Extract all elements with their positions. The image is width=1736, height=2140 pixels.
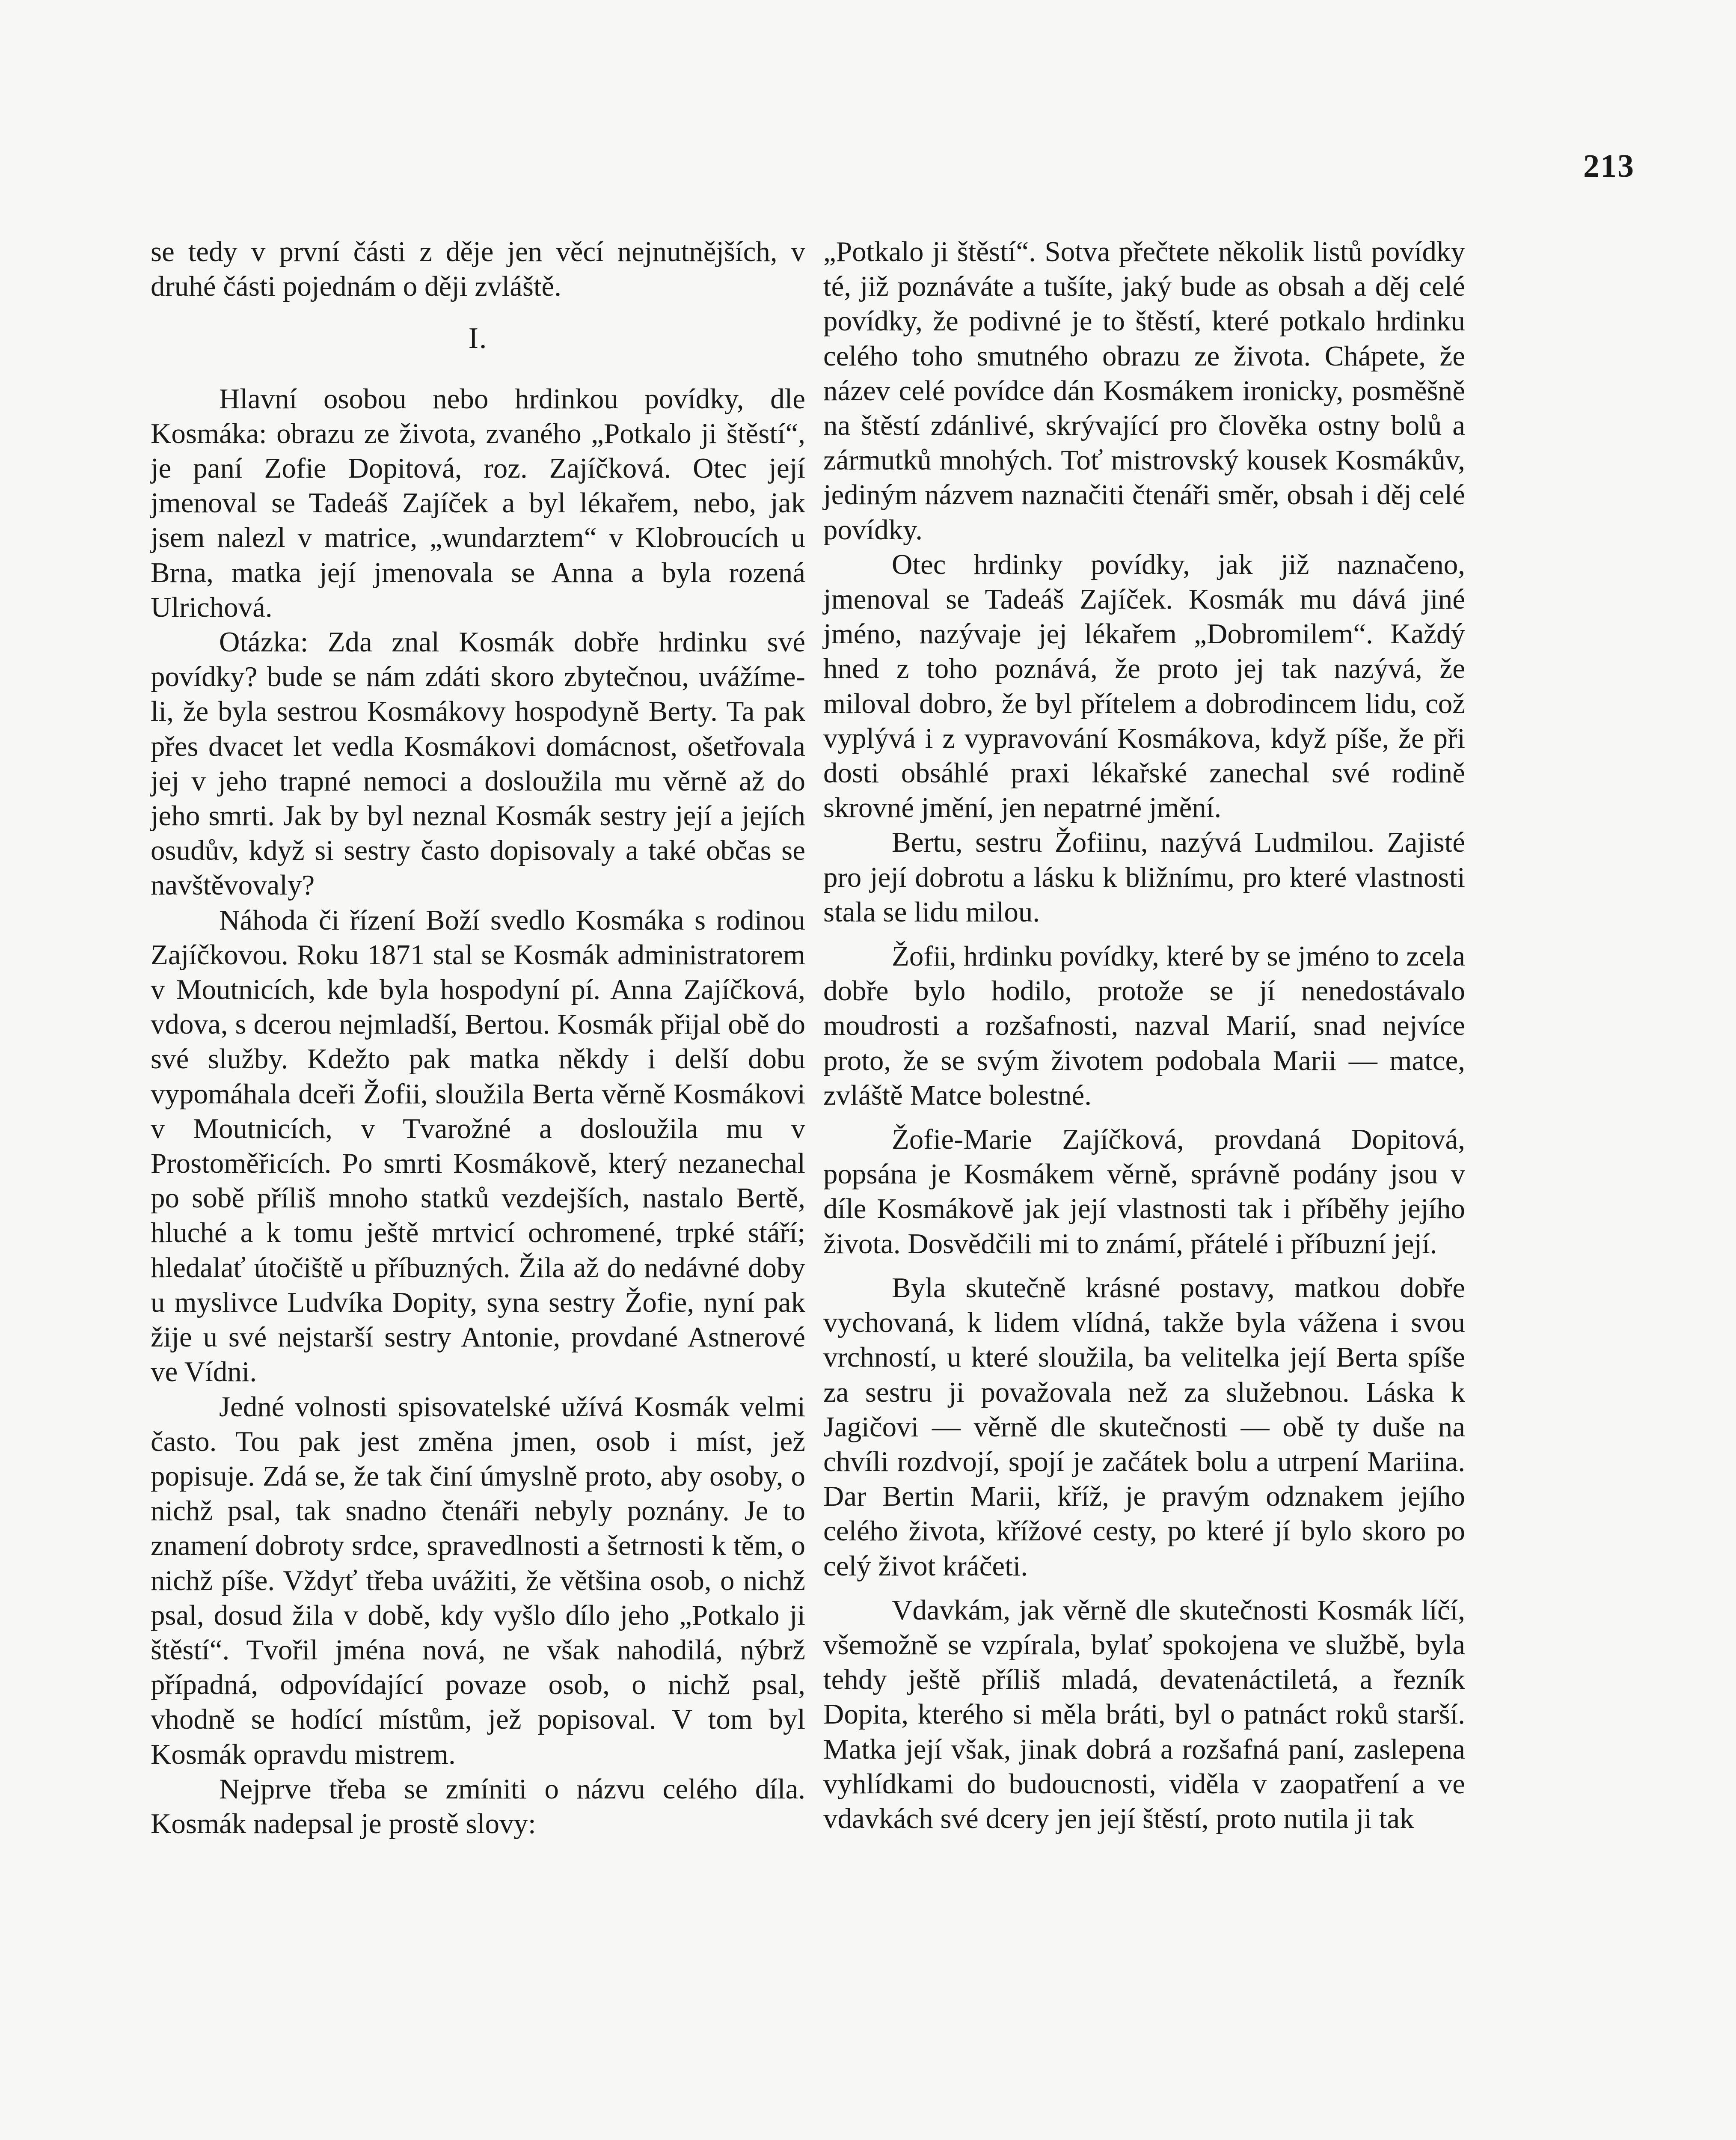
paragraph: Hlavní osobou nebo hrdinkou povídky, dle Kosmáka: obrazu ze života, zvaného „Potkalo ji štěstí“, je paní Zofie Dopitová, roz. Zajíčková. Otec její jmenoval se Tadeáš Zajíček a byl lékařem, nebo, jak jsem nalezl v matrice, „wundarztem“ v Klobroucích u Brna, matka její jmenovala se Anna a byla rozená Ulrichová. <box>151 383 805 623</box>
paragraph: Žofii, hrdinku povídky, které by se jméno to zcela dobře bylo hodilo, protože se jí nenedostávalo moudrosti a rozšafnosti, nazval Marií, snad nejvíce proto, že se svým životem podobala Marii — matce, zvláště Matce bolestné. <box>823 940 1465 1111</box>
paragraph: Náhoda či řízení Boží svedlo Kosmáka s rodinou Zajíčkovou. Roku 1871 stal se Kosmák administratorem v Moutnicích, kde byla hospodyní pí. Anna Zajíčková, vdova, s dcerou nejmladší, Bertou. Kosmák přijal obě do své služby. Kdežto pak matka někdy i delší dobu vypomáhala dceři Žofii, sloužila Berta věrně Kosmákovi v Moutnicích, v Tvarožné a dosloužila mu v Prostoměřicích. Po smrti Kosmákově, který nezanechal po sobě příliš mnoho statků vezdejších, nastalo Bertě, hluché a k tomu ještě mrtvicí ochromené, trpké stáří; hledalať útočiště u příbuzných. Žila až do nedávné doby u myslivce Ludvíka Dopity, syna sestry Žofie, nyní pak žije u své nejstarší sestry Antonie, provdané Astnerové ve Vídni. <box>151 904 805 1388</box>
paragraph: Bertu, sestru Žofiinu, nazývá Ludmilou. Zajisté pro její dobrotu a lásku k bližnímu, pro které vlastnosti stala se lidu milou. <box>823 826 1465 928</box>
paragraph: Vdavkám, jak věrně dle skutečnosti Kosmák líčí, všemožně se vzpírala, bylať spokojena ve službě, byla tehdy ještě příliš mladá, devatenáctiletá, a řezník Dopita, kterého si měla bráti, byl o patnáct roků starší. Matka její však, jinak dobrá a rozšafná paní, zaslepena vyhlídkami do budoucnosti, viděla v zaopatření a ve vdavkách své dcery jen její štěstí, proto nutila ji tak <box>823 1594 1465 1834</box>
paragraph: Žofie-Marie Zajíčková, provdaná Dopitová, popsána je Kosmákem věrně, správně podány jsou v díle Kosmákově jak její vlastnosti tak i příběhy jejího života. Dosvědčili mi to známí, přátelé i příbuzní její. <box>823 1124 1465 1260</box>
paragraph: Jedné volnosti spisovatelské užívá Kosmák velmi často. Tou pak jest změna jmen, osob i míst, jež popisuje. Zdá se, že tak činí úmyslně proto, aby osoby, o nichž psal, tak snadno čtenáři nebyly poznány. Je to znamení dobroty srdce, spravedlnosti a šetrnosti k těm, o nichž píše. Vždyť třeba uvážiti, že většina osob, o nichž psal, dosud žila v době, kdy vyšlo dílo jeho „Potkalo ji štěstí“. Tvořil jména nová, ne však nahodilá, nýbrž případná, odpovídající povaze osob, o nichž psal, vhodně se hodící místům, jež popisoval. V tom byl Kosmák opravdu mistrem. <box>151 1391 805 1770</box>
paragraph: se tedy v první části z děje jen věcí nejnutnějších, v druhé části pojednám o ději zvláště. <box>151 236 805 303</box>
paragraph: Byla skutečně krásné postavy, matkou dobře vychovaná, k lidem vlídná, takže byla vážena i svou vrchností, u které sloužila, ba velitelka její Berta spíše za sestru ji považovala než za služebnou. Láska k Jagičovi — věrně dle skutečnosti — obě ty duše na chvíli rozdvojí, spojí je začátek bolu a utrpení Mariina. Dar Bertin Marii, kříž, je pravým odznakem jejího celého života, křížové cesty, po které jí bylo skoro po celý život kráčeti. <box>823 1272 1465 1582</box>
section-heading: I. <box>468 322 488 355</box>
paragraph: Otázka: Zda znal Kosmák dobře hrdinku své povídky? bude se nám zdáti skoro zbytečnou, uvážíme-li, že byla sestrou Kosmákovy hospodyně Berty. Ta pak přes dvacet let vedla Kosmákovi domácnost, ošetřovala jej v jeho trapné nemoci a dosloužila mu věrně až do jeho smrti. Jak by byl neznal Kosmák sestry její a jejích osudův, když si sestry často dopisovaly a také občas se navštěvovaly? <box>151 626 805 901</box>
paragraph: „Potkalo ji štěstí“. Sotva přečtete několik listů povídky té, již poznáváte a tušíte, jaký bude as obsah a děj celé povídky, že podivné je to štěstí, které potkalo hrdinku celého toho smutného obrazu ze života. Chápete, že název celé povídce dán Kosmákem ironicky, posměšně na štěstí zdánlivé, skrývající pro člověka ostny bolů a zármutků mnohých. Toť mistrovský kousek Kosmákův, jediným názvem naznačiti čtenáři směr, obsah i děj celé povídky. <box>823 236 1465 546</box>
left-column <box>151 235 805 1841</box>
paragraph: Otec hrdinky povídky, jak již naznačeno, jmenoval se Tadeáš Zajíček. Kosmák mu dává jiné jméno, nazývaje jej lékařem „Dobromilem“. Každý hned z toho poznává, že proto jej tak nazývá, že miloval dobro, že byl přítelem a dobrodincem lidu, což vyplývá i z vypravování Kosmákova, když píše, že při dosti obsáhlé praxi lékařské zanechal své rodině skrovné jmění, jen nepatrné jmění. <box>823 548 1465 824</box>
page-number: 213 <box>1583 148 1635 184</box>
right-column <box>823 235 1465 1836</box>
paragraph: Nejprve třeba se zmíniti o názvu celého díla. Kosmák nadepsal je prostě slovy: <box>151 1773 805 1840</box>
